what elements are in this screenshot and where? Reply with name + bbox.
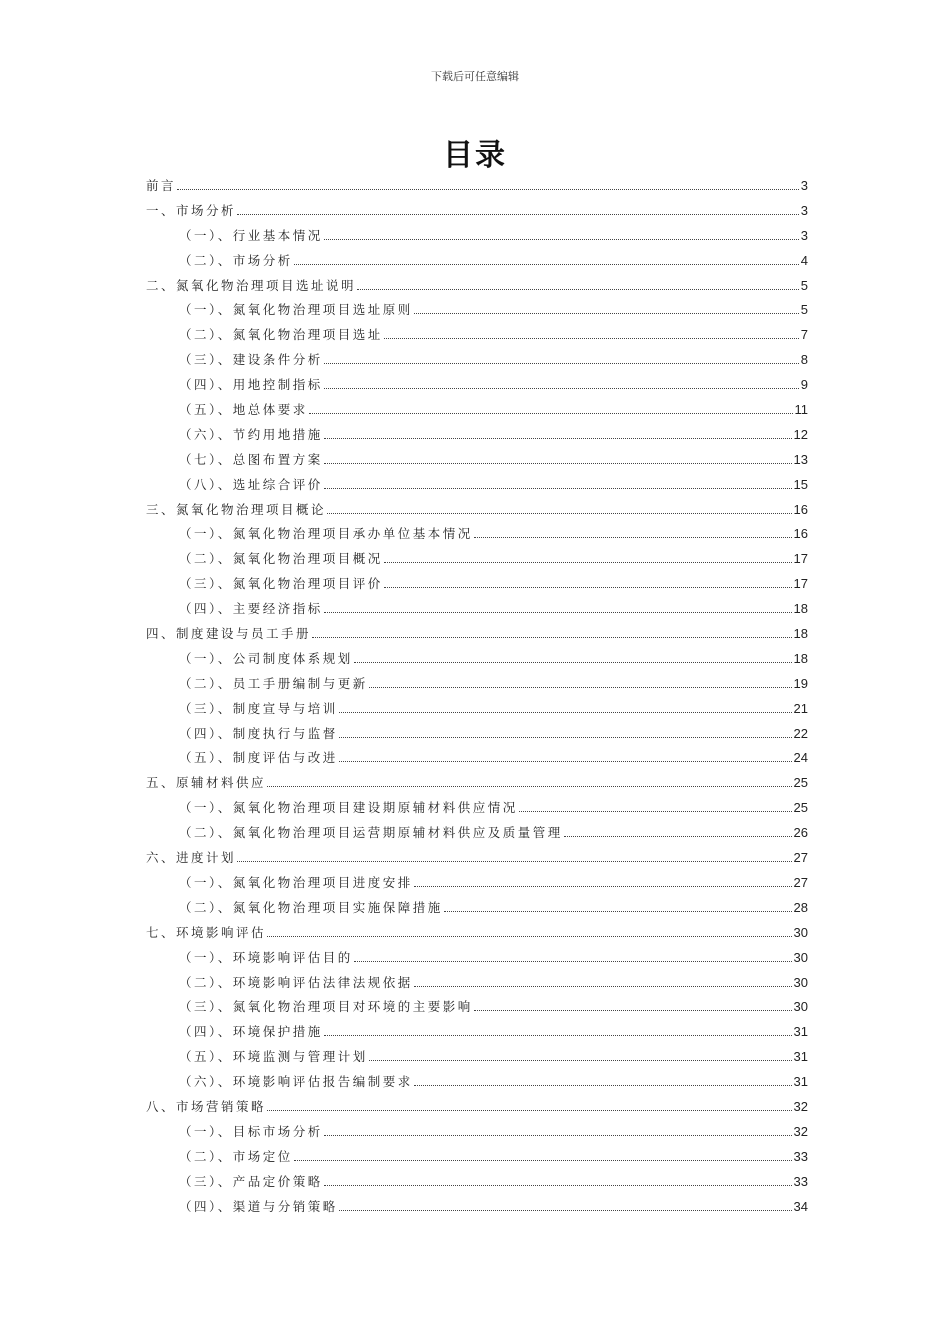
toc-entry-page: 9 — [800, 377, 808, 393]
toc-entry-label: （一）、氮氧化物治理项目承办单位基本情况 — [179, 526, 473, 542]
toc-entry-page: 8 — [800, 352, 808, 368]
toc-dot-leader — [327, 512, 792, 514]
toc-dot-leader — [177, 188, 799, 190]
toc-dot-leader — [324, 1034, 792, 1036]
toc-entry[interactable] — [146, 622, 808, 647]
toc-dot-leader — [324, 1184, 792, 1186]
toc-entry-label: （二）、员工手册编制与更新 — [179, 675, 368, 691]
toc-dot-leader — [267, 935, 792, 937]
toc-entry[interactable] — [146, 498, 808, 523]
toc-dot-leader — [294, 263, 799, 265]
toc-entry[interactable] — [146, 448, 808, 473]
toc-entry[interactable] — [146, 298, 808, 323]
toc-entry-page: 26 — [793, 825, 808, 841]
toc-entry-page: 11 — [794, 402, 808, 418]
toc-dot-leader — [354, 960, 792, 962]
toc-entry-page: 34 — [793, 1198, 808, 1214]
toc-entry-page: 22 — [793, 725, 808, 741]
toc-entry-page: 3 — [800, 202, 808, 218]
toc-entry[interactable] — [146, 1070, 808, 1095]
toc-entry[interactable] — [146, 522, 808, 547]
toc-dot-leader — [414, 885, 792, 887]
toc-entry[interactable] — [146, 1120, 808, 1145]
toc-entry-page: 5 — [800, 302, 808, 318]
toc-entry-page: 33 — [793, 1148, 808, 1164]
toc-dot-leader — [384, 561, 792, 563]
toc-entry-page: 31 — [793, 1049, 808, 1065]
toc-entry-page: 30 — [793, 999, 808, 1015]
toc-entry[interactable] — [146, 846, 808, 871]
toc-entry-page: 30 — [793, 924, 808, 940]
toc-entry-page: 15 — [793, 476, 808, 492]
toc-entry[interactable] — [146, 373, 808, 398]
toc-entry-label: （六）、环境影响评估报告编制要求 — [179, 1074, 413, 1090]
toc-entry-label: （五）、环境监测与管理计划 — [179, 1049, 368, 1065]
toc-dot-leader — [294, 1159, 792, 1161]
toc-dot-leader — [324, 238, 799, 240]
toc-entry-page: 27 — [793, 850, 808, 866]
toc-dot-leader — [267, 785, 792, 787]
toc-entry[interactable] — [146, 946, 808, 971]
toc-dot-leader — [267, 1109, 792, 1111]
toc-dot-leader — [369, 1059, 792, 1061]
toc-dot-leader — [324, 611, 792, 613]
toc-dot-leader — [354, 661, 792, 663]
toc-entry[interactable] — [146, 746, 808, 771]
toc-entry-page: 32 — [793, 1098, 808, 1114]
toc-entry-page: 5 — [800, 277, 808, 293]
toc-dot-leader — [414, 1084, 792, 1086]
toc-entry-page: 3 — [800, 227, 808, 243]
toc-entry-page: 33 — [793, 1173, 808, 1189]
toc-entry[interactable] — [146, 249, 808, 274]
toc-entry[interactable] — [146, 348, 808, 373]
toc-entry[interactable] — [146, 672, 808, 697]
toc-entry-page: 16 — [793, 501, 808, 517]
toc-entry[interactable] — [146, 796, 808, 821]
toc-entry[interactable] — [146, 473, 808, 498]
toc-entry-label: （五）、地总体要求 — [179, 402, 308, 418]
toc-entry-label: （三）、制度宣导与培训 — [179, 700, 338, 716]
toc-entry-label: （一）、氮氧化物治理项目选址原则 — [179, 302, 413, 318]
toc-entry-page: 30 — [793, 949, 808, 965]
toc-dot-leader — [312, 636, 792, 638]
toc-dot-leader — [339, 736, 792, 738]
toc-dot-leader — [357, 288, 799, 290]
toc-dot-leader — [324, 1134, 792, 1136]
toc-dot-leader — [324, 487, 792, 489]
toc-entry-page: 18 — [793, 601, 808, 617]
toc-dot-leader — [237, 213, 799, 215]
toc-dot-leader — [384, 586, 792, 588]
toc-entry-label: （二）、氮氧化物治理项目概况 — [179, 551, 383, 567]
toc-entry-page: 3 — [800, 178, 808, 193]
toc-entry-label: （一）、目标市场分析 — [179, 1123, 323, 1139]
toc-dot-leader — [519, 810, 792, 812]
toc-dot-leader — [414, 985, 792, 987]
toc-entry[interactable] — [146, 174, 808, 199]
toc-dot-leader — [339, 760, 792, 762]
toc-entry[interactable] — [146, 572, 808, 597]
toc-entry-label: （二）、氮氧化物治理项目选址 — [179, 327, 383, 343]
toc-entry[interactable] — [146, 597, 808, 622]
toc-entry[interactable] — [146, 821, 808, 846]
toc-dot-leader — [474, 1009, 792, 1011]
toc-entry-page: 17 — [793, 576, 808, 592]
toc-entry-page: 30 — [793, 974, 808, 990]
toc-entry-label: （一）、行业基本情况 — [179, 227, 323, 243]
toc-dot-leader — [309, 412, 793, 414]
toc-entry-page: 21 — [793, 700, 808, 716]
toc-entry-label: （一）、氮氧化物治理项目建设期原辅材料供应情况 — [179, 800, 518, 816]
toc-entry-label: （四）、制度执行与监督 — [179, 725, 338, 741]
toc-dot-leader — [474, 536, 792, 538]
toc-entry[interactable] — [146, 1195, 808, 1220]
toc-entry-page: 25 — [793, 775, 808, 791]
toc-entry-label: 五、原辅材料供应 — [146, 775, 267, 791]
toc-entry-page: 18 — [793, 650, 808, 666]
toc-entry-page: 16 — [793, 526, 808, 542]
toc-entry-label: （二）、氮氧化物治理项目运营期原辅材料供应及质量管理 — [179, 825, 563, 841]
toc-entry[interactable] — [146, 1045, 808, 1070]
toc-entry[interactable] — [146, 971, 808, 996]
toc-entry-label: （四）、环境保护措施 — [179, 1024, 323, 1040]
toc-entry-page: 31 — [793, 1024, 808, 1040]
toc-entry-label: （二）、市场定位 — [179, 1148, 293, 1164]
toc-entry-page: 28 — [793, 899, 808, 915]
toc-entry-label: （四）、主要经济指标 — [179, 601, 323, 617]
toc-entry-page: 25 — [793, 800, 808, 816]
toc-entry-label: （一）、公司制度体系规划 — [179, 650, 353, 666]
toc-entry-page: 19 — [793, 675, 808, 691]
toc-entry-label: 一、市场分析 — [146, 202, 237, 218]
toc-entry[interactable] — [146, 1020, 808, 1045]
toc-entry[interactable] — [146, 224, 808, 249]
toc-entry-label: （二）、市场分析 — [179, 252, 293, 268]
toc-entry[interactable] — [146, 995, 808, 1020]
toc-entry-label: 三、氮氧化物治理项目概论 — [146, 501, 327, 517]
toc-entry-page: 7 — [800, 327, 808, 343]
toc-entry[interactable] — [146, 722, 808, 747]
toc-dot-leader — [564, 835, 792, 837]
toc-entry-label: 前言 — [146, 178, 177, 193]
toc-entry-page: 18 — [793, 626, 808, 642]
toc-entry-page: 12 — [793, 426, 808, 442]
toc-entry-label: （五）、制度评估与改进 — [179, 750, 338, 766]
toc-dot-leader — [339, 711, 792, 713]
toc-entry[interactable] — [146, 423, 808, 448]
toc-entry-label: （八）、选址综合评价 — [179, 476, 323, 492]
toc-entry[interactable] — [146, 1095, 808, 1120]
toc-entry-label: 二、氮氧化物治理项目选址说明 — [146, 277, 357, 293]
toc-dot-leader — [324, 387, 799, 389]
toc-entry[interactable] — [146, 771, 808, 796]
toc-entry[interactable] — [146, 697, 808, 722]
toc-entry[interactable] — [146, 1145, 808, 1170]
toc-entry-label: （四）、渠道与分销策略 — [179, 1198, 338, 1214]
toc-entry-label: （四）、用地控制指标 — [179, 377, 323, 393]
toc-title: 目录 — [443, 138, 507, 173]
toc-entry-label: （三）、建设条件分析 — [179, 352, 323, 368]
header-note: 下载后可任意编辑 — [431, 70, 519, 83]
toc-entry-page: 17 — [793, 551, 808, 567]
toc-entry[interactable] — [146, 896, 808, 921]
toc-entry[interactable] — [146, 547, 808, 572]
toc-entry-label: （三）、氮氧化物治理项目评价 — [179, 576, 383, 592]
toc-entry[interactable] — [146, 274, 808, 299]
toc-entry-label: （一）、氮氧化物治理项目进度安排 — [179, 874, 413, 890]
toc-entry-label: （二）、环境影响评估法律法规依据 — [179, 974, 413, 990]
toc-dot-leader — [444, 910, 792, 912]
toc-entry-label: 七、环境影响评估 — [146, 924, 267, 940]
toc-entry[interactable] — [146, 647, 808, 672]
toc-entry-label: （三）、氮氧化物治理项目对环境的主要影响 — [179, 999, 473, 1015]
toc-entry-page: 4 — [800, 252, 808, 268]
toc-entry[interactable] — [146, 871, 808, 896]
toc-entry-page: 13 — [793, 451, 808, 467]
toc-entry-label: 六、进度计划 — [146, 850, 237, 866]
toc-entry-label: 八、市场营销策略 — [146, 1098, 267, 1114]
toc-entry-label: （七）、总图布置方案 — [179, 451, 323, 467]
toc-dot-leader — [414, 312, 799, 314]
table-of-contents — [146, 174, 808, 1219]
toc-entry[interactable] — [146, 1170, 808, 1195]
toc-dot-leader — [237, 860, 792, 862]
toc-dot-leader — [324, 437, 792, 439]
toc-dot-leader — [369, 686, 792, 688]
toc-entry-label: （一）、环境影响评估目的 — [179, 949, 353, 965]
toc-entry-label: （六）、节约用地措施 — [179, 426, 323, 442]
toc-entry[interactable] — [146, 398, 808, 423]
toc-entry-page: 32 — [793, 1123, 808, 1139]
toc-entry[interactable] — [146, 199, 808, 224]
toc-entry-page: 24 — [793, 750, 808, 766]
toc-dot-leader — [339, 1209, 792, 1211]
toc-entry-label: （二）、氮氧化物治理项目实施保障措施 — [179, 899, 443, 915]
toc-entry-label: （三）、产品定价策略 — [179, 1173, 323, 1189]
toc-entry-page: 27 — [793, 874, 808, 890]
toc-entry[interactable] — [146, 323, 808, 348]
toc-dot-leader — [384, 337, 799, 339]
toc-dot-leader — [324, 462, 792, 464]
toc-dot-leader — [324, 362, 799, 364]
toc-entry-page: 31 — [793, 1074, 808, 1090]
toc-entry[interactable] — [146, 921, 808, 946]
toc-entry-label: 四、制度建设与员工手册 — [146, 626, 312, 642]
